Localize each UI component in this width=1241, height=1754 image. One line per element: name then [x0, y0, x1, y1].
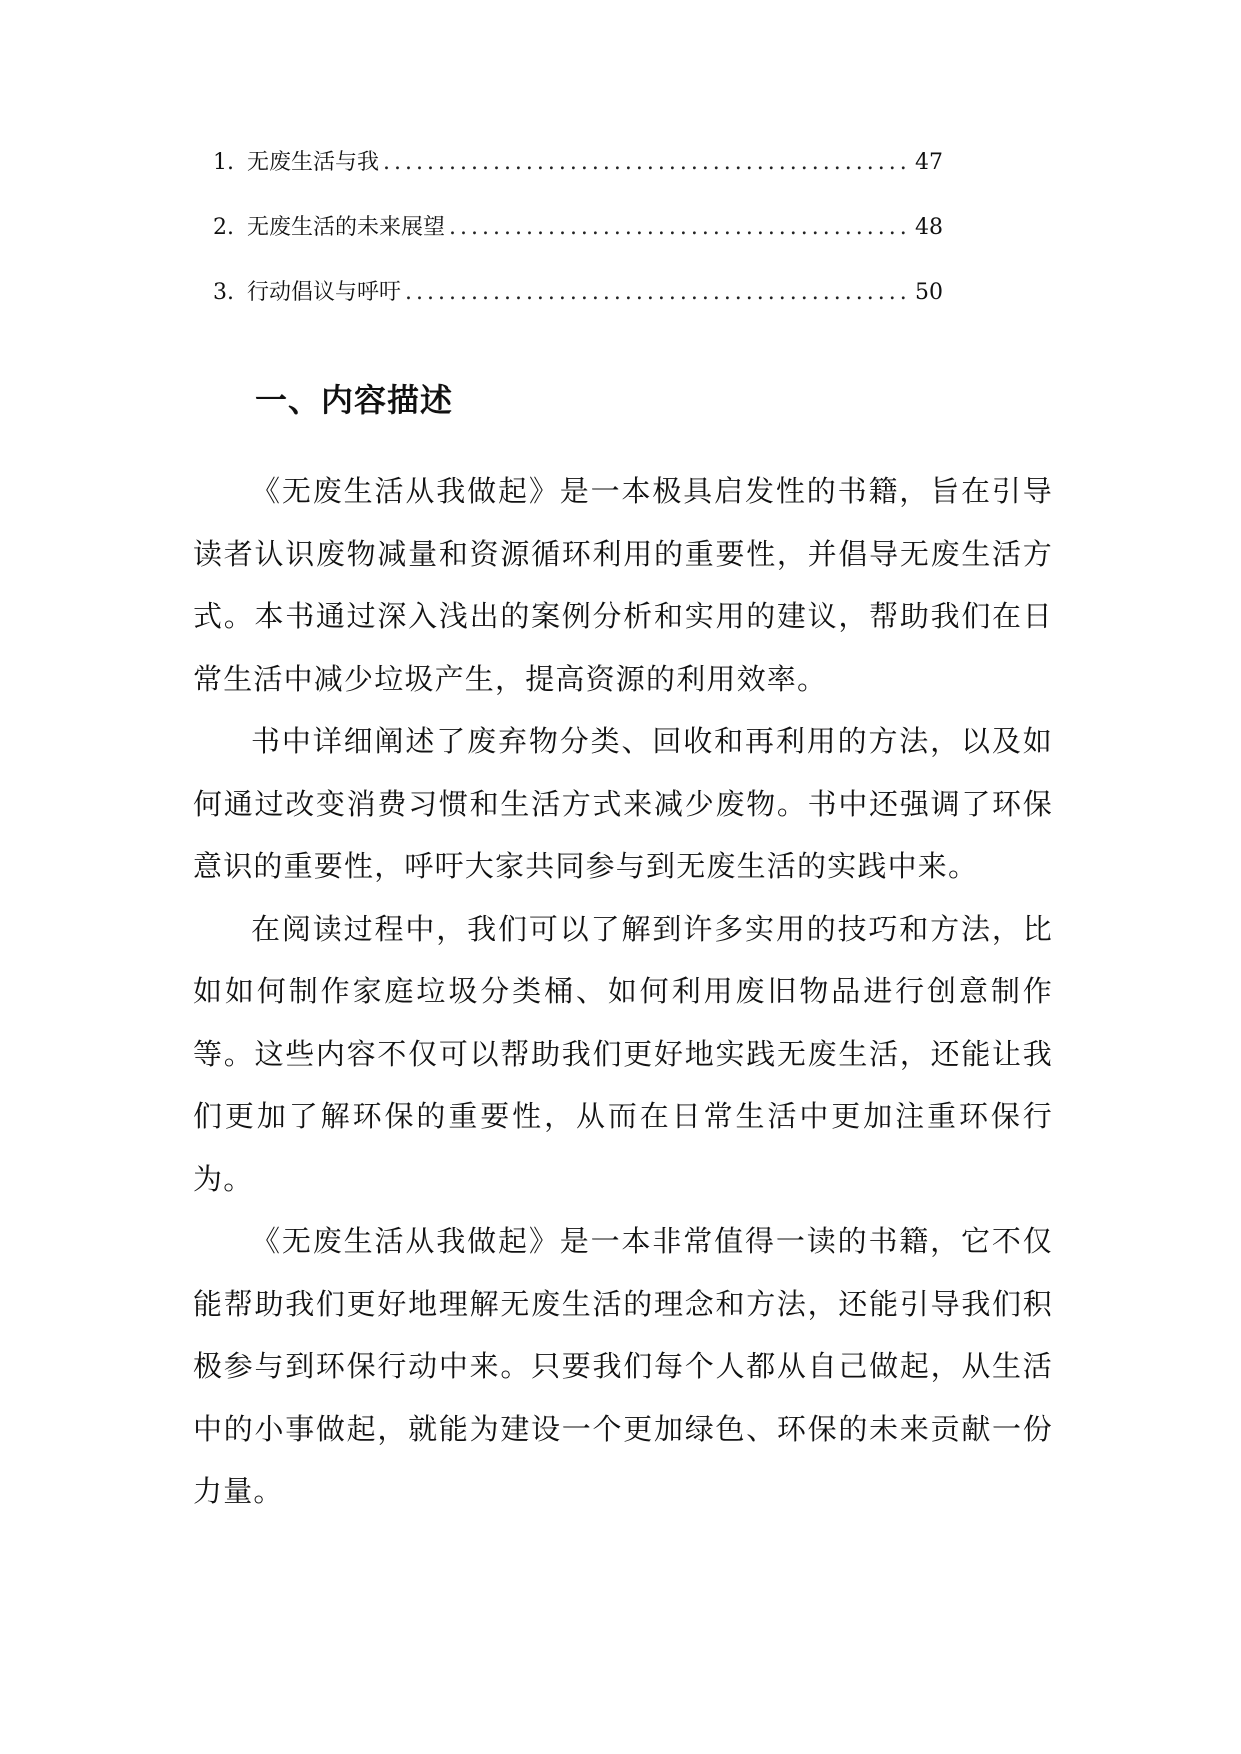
toc-entry-title: 无废生活与我 — [247, 150, 380, 175]
toc-entry-number: 1. — [213, 150, 234, 175]
toc-entry-page: 50 — [915, 280, 943, 305]
section-heading: 一、内容描述 — [255, 381, 454, 419]
table-of-contents — [213, 148, 943, 343]
body-paragraph: 《无废生活从我做起》是一本极具启发性的书籍，旨在引导读者认识废物减量和资源循环利用的重要性，并倡导无废生活方式。本书通过深入浅出的案例分析和实用的建议，帮助我们在日常生活中减少垃圾产生，提高资源的利用效率。 — [193, 474, 1053, 696]
toc-entry-page: 47 — [915, 150, 943, 175]
toc-dot-leader — [449, 213, 911, 243]
toc-entry[interactable] — [213, 213, 943, 278]
body-paragraph: 书中详细阐述了废弃物分类、回收和再利用的方法，以及如何通过改变消费习惯和生活方式来减少废物。书中还强调了环保意识的重要性，呼吁大家共同参与到无废生活的实践中来。 — [193, 724, 1053, 883]
toc-entry-number: 3. — [213, 280, 234, 305]
toc-entry-title: 无废生活的未来展望 — [247, 215, 446, 240]
toc-entry-number: 2. — [213, 215, 234, 240]
toc-entry-page: 48 — [915, 215, 943, 240]
toc-entry-title: 行动倡议与呼吁 — [247, 280, 402, 305]
toc-dot-leader — [405, 278, 911, 308]
toc-dot-leader — [383, 148, 911, 178]
toc-entry[interactable] — [213, 278, 943, 343]
toc-entry[interactable] — [213, 148, 943, 213]
body-paragraph: 《无废生活从我做起》是一本非常值得一读的书籍，它不仅能帮助我们更好地理解无废生活的理念和方法，还能引导我们积极参与到环保行动中来。只要我们每个人都从自己做起，从生活中的小事做起，就能为建设一个更加绿色、环保的未来贡献一份力量。 — [193, 1224, 1053, 1508]
body-paragraph: 在阅读过程中，我们可以了解到许多实用的技巧和方法，比如如何制作家庭垃圾分类桶、如何利用废旧物品进行创意制作等。这些内容不仅可以帮助我们更好地实践无废生活，还能让我们更加了解环保的重要性，从而在日常生活中更加注重环保行为。 — [193, 911, 1053, 1196]
section-body — [193, 460, 1053, 1523]
